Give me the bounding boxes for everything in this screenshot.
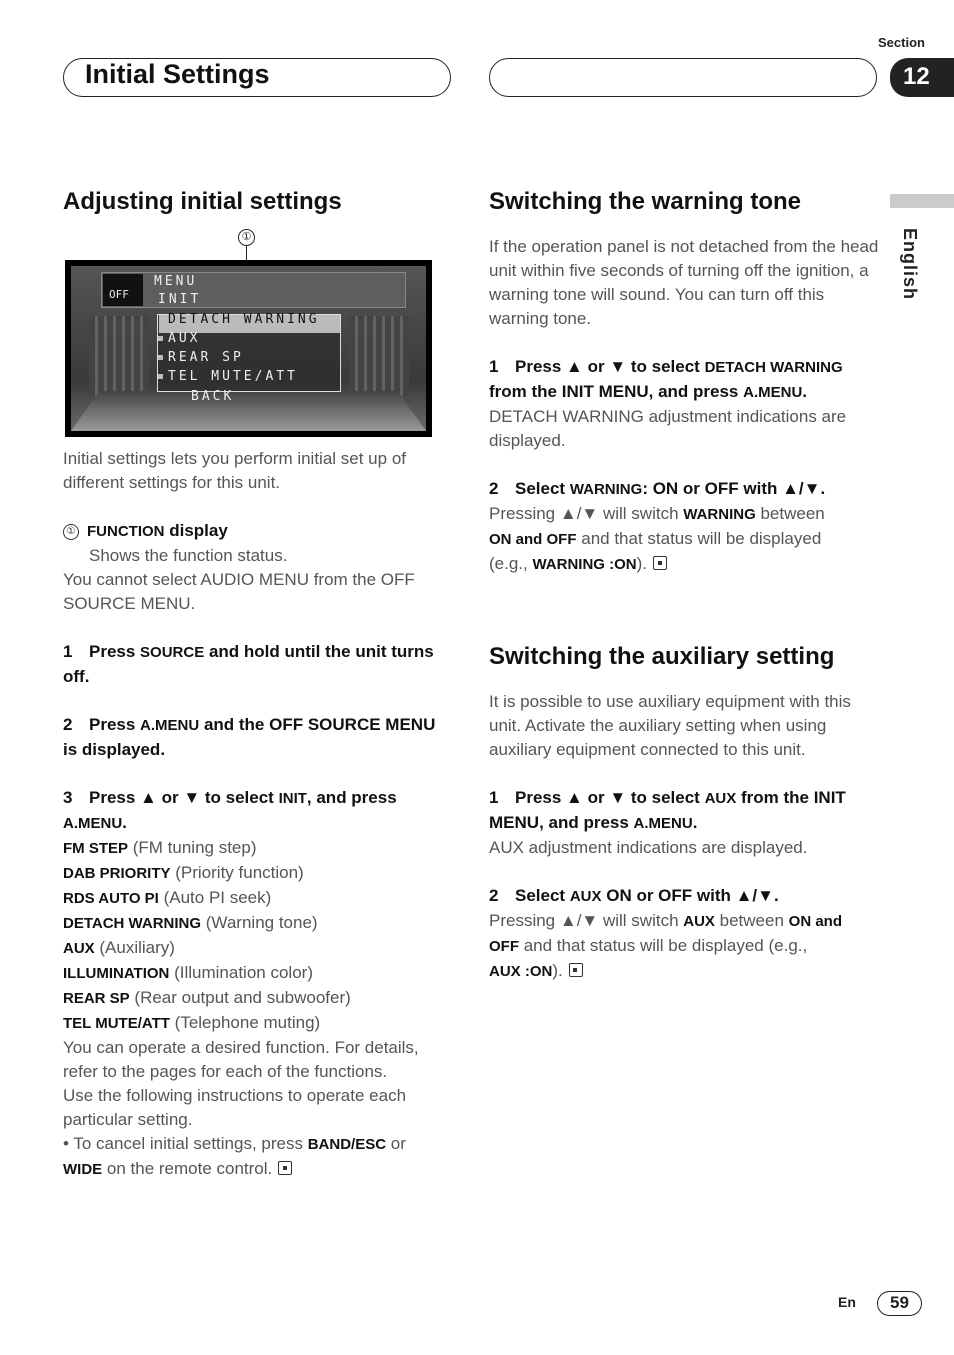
display-floor <box>71 391 426 431</box>
intro-text: Initial settings lets you perform initial set up of different settings for this unit. <box>63 449 406 492</box>
step-2: 2 Press A.MENU and the OFF SOURCE MENU is displayed. <box>63 715 436 759</box>
aux-section <box>489 690 881 984</box>
lcd-back: BACK <box>191 389 235 404</box>
function-item: FM STEP (FM tuning step) <box>63 838 257 857</box>
warning-section <box>489 235 881 577</box>
step-3: 3 Press ▲ or ▼ to select INIT, and press A.MENU. <box>63 788 397 832</box>
display-figure <box>65 260 432 437</box>
function-item: TEL MUTE/ATT (Telephone muting) <box>63 1013 321 1032</box>
para-instructions: Use the following instructions to operate each particular setting. <box>63 1086 407 1129</box>
language-label: English <box>900 228 920 301</box>
heading-auxiliary-setting: Switching the auxiliary setting <box>489 643 835 670</box>
function-desc: Shows the function status. <box>89 546 288 565</box>
function-callout <box>63 519 453 544</box>
aux-intro: It is possible to use auxiliary equipment with this unit. Activate the auxiliary setting when using auxiliary equipment connected to this unit. <box>489 692 851 759</box>
warning-step-2: 2 Select WARNING: ON or OFF with ▲/▼. <box>489 479 826 498</box>
language-tab <box>890 194 954 208</box>
display-screen <box>71 266 426 431</box>
warning-intro: If the operation panel is not detached from the head unit within five seconds of turning off the ignition, a warning tone will sound. You can turn off this warning tone. <box>489 237 879 328</box>
function-term-suffix: display <box>169 521 228 540</box>
page-title: Initial Settings <box>85 59 270 89</box>
blank-frame <box>489 58 877 97</box>
page-number: 59 <box>877 1291 922 1316</box>
callout-marker-inline: ① <box>63 524 79 540</box>
lcd-item-rear-sp: REAR SP <box>168 350 244 365</box>
lcd-item-detach-warning: DETACH WARNING <box>168 312 320 327</box>
note-text: You cannot select AUDIO MENU from the OFF SOURCE MENU. <box>63 570 415 613</box>
lcd-menu: MENU <box>154 274 198 289</box>
lcd-item-aux: AUX <box>168 331 201 346</box>
aux-step-2-desc: Pressing ▲/▼ will switch AUX between ON and OFF and that status will be displayed (e.g., AUX :ON). <box>489 911 842 980</box>
function-item: ILLUMINATION (Illumination color) <box>63 963 313 982</box>
display-texture-right <box>349 316 409 396</box>
heading-warning-tone: Switching the warning tone <box>489 188 801 215</box>
lcd-init: INIT <box>158 292 202 307</box>
aux-step-1: 1 Press ▲ or ▼ to select AUX from the INIT MENU, and press A.MENU. <box>489 788 846 832</box>
cancel-bullet: • To cancel initial settings, press BAND/ESC or WIDE on the remote control. <box>63 1134 406 1178</box>
function-item: REAR SP (Rear output and subwoofer) <box>63 988 351 1007</box>
aux-step-2: 2 Select AUX ON or OFF with ▲/▼. <box>489 886 779 905</box>
aux-step-1-desc: AUX adjustment indications are displayed. <box>489 838 808 857</box>
menu-bar <box>101 272 406 308</box>
function-term: FUNCTION <box>87 523 165 540</box>
end-mark-icon <box>278 1161 292 1175</box>
function-item: DAB PRIORITY (Priority function) <box>63 863 304 882</box>
step-1: 1 Press SOURCE and hold until the unit turns off. <box>63 642 434 686</box>
display-texture-left <box>89 316 149 396</box>
section-number: 12 <box>890 58 954 97</box>
function-item: RDS AUTO PI (Auto PI seek) <box>63 888 272 907</box>
section-label: Section <box>878 35 925 50</box>
lcd-bullet <box>158 355 163 360</box>
warning-step-1-desc: DETACH WARNING adjustment indications are displayed. <box>489 407 847 450</box>
function-item: AUX (Auxiliary) <box>63 938 175 957</box>
warning-step-2-desc: Pressing ▲/▼ will switch WARNING between ON and OFF and that status will be displayed (e.g., WARNING :ON). <box>489 504 825 573</box>
warning-step-1: 1 Press ▲ or ▼ to select DETACH WARNING from the INIT MENU, and press A.MENU. <box>489 357 843 401</box>
lcd-item-tel-mute-att: TEL MUTE/ATT <box>168 369 298 384</box>
footer-language: En <box>838 1294 856 1310</box>
off-indicator: OFF <box>103 274 143 306</box>
callout-marker: ① <box>238 229 255 246</box>
heading-adjusting-initial-settings: Adjusting initial settings <box>63 188 342 215</box>
para-operate: You can operate a desired function. For details, refer to the pages for each of the functions. <box>63 1038 419 1081</box>
end-mark-icon <box>653 556 667 570</box>
lcd-bullet <box>158 374 163 379</box>
left-column-text <box>63 447 453 1182</box>
function-item: DETACH WARNING (Warning tone) <box>63 913 318 932</box>
lcd-bullet <box>158 336 163 341</box>
end-mark-icon <box>569 963 583 977</box>
